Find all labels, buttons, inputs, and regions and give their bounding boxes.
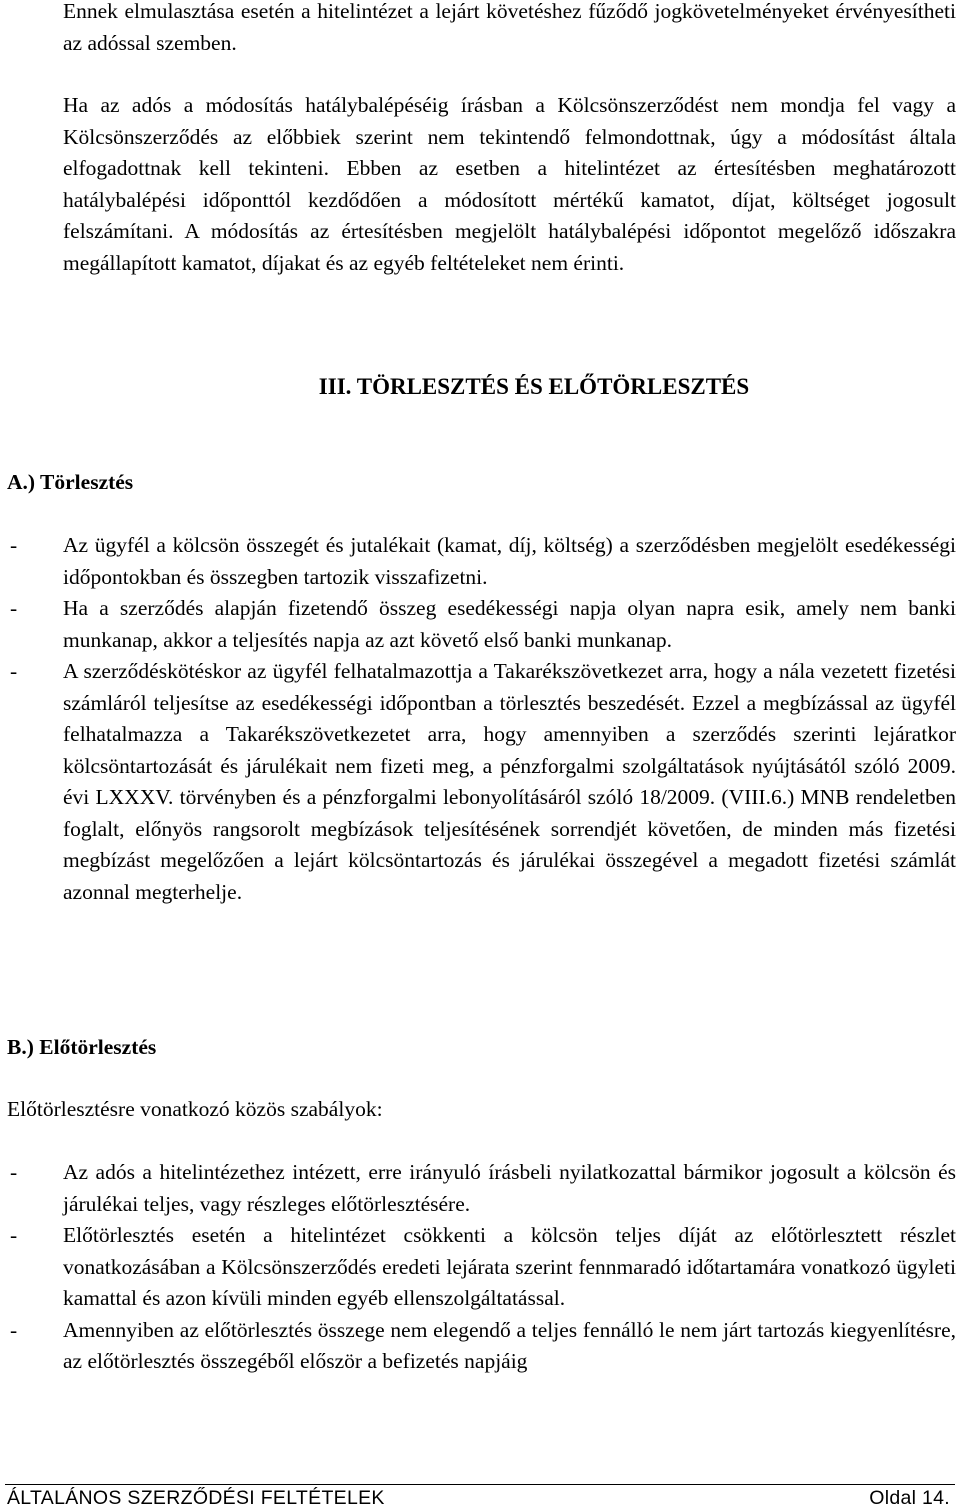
footer-divider (5, 1484, 955, 1485)
list-item (0, 1315, 956, 1378)
list-dash: - (10, 1223, 18, 1247)
intro-paragraph: Ennek elmulasztása esetén a hitelintézet a lejárt követéshez fűződő jogkövetelményeket érvényesítheti az adóssal szemben. (63, 0, 956, 55)
list-dash: - (10, 1160, 18, 1184)
modification-paragraph: Ha az adós a módosítás hatálybalépéséig írásban a Kölcsönszerződést nem mondja fel vagy a Kölcsönszerződés az előbbiek szerint nem tekintendő felmondottnak, úgy a módosítást általa elfogadottnak kell tekinteni. Ebben az esetben a hitelintézet az értesítésben meghatározott hatálybalépési időponttól kezdődően a módosított mértékű kamatot, díjat, költséget jogosult felszámítani. A módosítás az értesítésben megjelölt hatálybalépési időpontot megelőző időszakra megállapított kamatot, díjakat és az egyéb feltételeket nem érinti. (63, 93, 956, 275)
list-item-text: Az ügyfél a kölcsön összegét és jutalékait (kamat, díj, költség) a szerződésben megjelölt esedékességi időpontokban és összegben tartozik visszafizetni. (63, 533, 956, 589)
list-item-text: Előtörlesztés esetén a hitelintézet csökkenti a kölcsön teljes díját az előtörlesztett részlet vonatkozásában a Kölcsönszerződés eredeti lejárata szerint fennmaradó időtartamára vonatkozó ügyleti kamattal és azon kívüli minden egyéb ellenszolgáltatással. (63, 1223, 956, 1310)
section-b-heading: B.) Előtörlesztés (7, 1035, 157, 1059)
footer-title: ÁLTALÁNOS SZERZŐDÉSI FELTÉTELEK (7, 1487, 385, 1509)
list-dash: - (10, 1317, 18, 1342)
list-dash: - (10, 596, 18, 620)
list-item (0, 1220, 956, 1315)
list-dash: - (10, 533, 18, 557)
section-b-list (0, 1157, 956, 1378)
list-item (0, 593, 956, 656)
section-a-list (0, 530, 956, 908)
list-item-text: Ha a szerződés alapján fizetendő összeg esedékességi napja olyan napra esik, amely nem banki munkanap, akkor a teljesítés napja az azt követő első banki munkanap. (63, 596, 956, 652)
page-number: Oldal 14. (869, 1487, 950, 1509)
list-item-text: Az adós a hitelintézethez intézett, erre irányuló írásbeli nyilatkozattal bármikor jogosult a kölcsön és járulékai teljes, vagy részleges előtörlesztésére. (63, 1160, 956, 1216)
list-item (0, 1157, 956, 1220)
section-a-heading: A.) Törlesztés (7, 470, 134, 494)
section-title: III. TÖRLESZTÉS ÉS ELŐTÖRLESZTÉS (318, 374, 750, 399)
list-item-text: A szerződéskötéskor az ügyfél felhatalmazottja a Takarékszövetkezet arra, hogy a nála vezetett fizetési számláról teljesítse az esedékességi időpontban a törlesztés beszedését. Ezzel a megbízással az ügyfél felhatalmazza a Takarékszövetkezetet arra, hogy amennyiben a szerződés szerinti lejáratkor kölcsöntartozását és járulékait nem fizeti meg, a pénzforgalmi szolgáltatások nyújtásától szóló 2009. évi LXXXV. törvényben és a pénzforgalmi lebonyolításáról szóló 18/2009. (VIII.6.) MNB rendeletben foglalt, előnyös rangsorolt megbízások teljesítésének sorrendjét követően, de minden más fizetési megbízást megelőzően a lejárt kölcsöntartozás és járulékai összegével a megadott fizetési számlát azonnal megterhelje. (63, 659, 956, 904)
list-item (0, 530, 956, 593)
list-item-text: Amennyiben az előtörlesztés összege nem elegendő a teljes fennálló le nem járt tartozás kiegyenlítésre, az előtörlesztés összegéből először a befizetés napjáig (63, 1317, 956, 1373)
list-item (0, 656, 956, 908)
list-dash: - (10, 659, 18, 683)
section-b-intro: Előtörlesztésre vonatkozó közös szabályok: (7, 1097, 383, 1121)
